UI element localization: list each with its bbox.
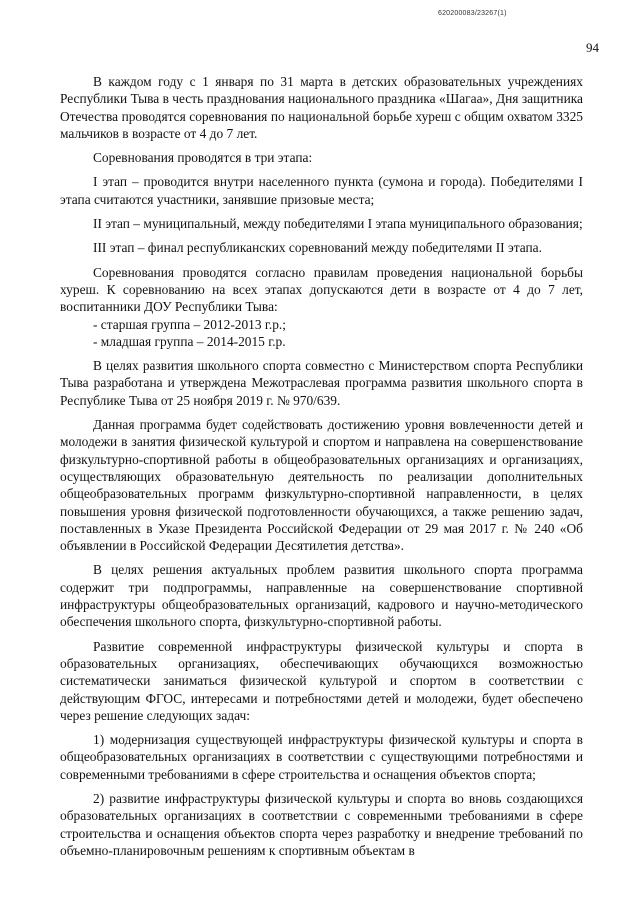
paragraph: Соревнования проводятся согласно правилам проведения национальной борьбы хуреш. К соревнованию на всех этапах допускаются дети в возрасте от 4 до 7 лет, воспитанники ДОУ Республики Тыва: <box>60 264 583 315</box>
list-item: - младшая группа – 2014-2015 г.р. <box>93 333 286 349</box>
paragraph: Данная программа будет содействовать достижению уровня вовлеченности детей и молодежи в занятия физической культурой и спортом и направлена на совершенствование физкультурно-спортивной работы в общеобразовательных организациях и организациях, осуществляющих образовательную деятельность по реализации дополнительных общеобразовательных программ физкультурно-спортивной направленности, в целях повышения уровня физической подготовленности обучающихся, а также решению задач, поставленных в Указе Президента Российской Федерации от 29 мая 2017 г. № 240 «Об объявлении в Российской Федерации Десятилетия детства». <box>60 417 583 554</box>
document-id: 620200083/23267(1) <box>438 10 507 17</box>
paragraph: III этап – финал республиканских соревнований между победителями II этапа. <box>93 240 542 256</box>
list-item: 2) развитие инфраструктуры физической культуры и спорта во вновь создающихся образовательных организациях в соответствии с современными требованиями в сфере строительства и оснащения объектов спорта через разработку и внедрение требований по объемно-планировочным решениям к спортивным объектам в <box>60 790 583 858</box>
paragraph: В каждом году с 1 января по 31 марта в детских образовательных учреждениях Республики Тыва в честь празднования национального праздника «Шагаа», Дня защитника Отечества проводятся соревнования по национальной борьбе хуреш с общим охватом 3325 мальчиков в возрасте от 4 до 7 лет. <box>60 74 583 141</box>
list-item: - старшая группа – 2012-2013 г.р.; <box>93 316 286 332</box>
list-item: 1) модернизация существующей инфраструктуры физической культуры и спорта в общеобразовательных организациях в соответствии с существующими потребностями и современными требованиями в сфере строительства и оснащения объектов спорта; <box>60 732 583 782</box>
document-body <box>60 73 583 859</box>
page-number: 94 <box>586 40 599 55</box>
paragraph: Развитие современной инфраструктуры физической культуры и спорта в образовательных организациях, обеспечивающих обучающихся возможностью систематически заниматься физической культурой и спортом в соответствии с действующим ФГОС, интересами и потребностями детей и молодежи, будет обеспечено через решение следующих задач: <box>60 638 583 723</box>
paragraph: I этап – проводится внутри населенного пункта (сумона и города). Победителями I этапа считаются участники, занявшие призовые места; <box>60 174 583 207</box>
paragraph: II этап – муниципальный, между победителями I этапа муниципального образования; <box>93 216 583 232</box>
paragraph: Соревнования проводятся в три этапа: <box>93 150 313 166</box>
paragraph: В целях развития школьного спорта совместно с Министерством спорта Республики Тыва разработана и утверждена Межотраслевая программа развития школьного спорта в Республике Тыва от 25 ноября 2019 г. № 970/639. <box>60 358 583 408</box>
paragraph: В целях решения актуальных проблем развития школьного спорта программа содержит три подпрограммы, направленные на совершенствование спортивной инфраструктуры общеобразовательных организаций, кадрового и научно-методического обеспечения школьного спорта, физкультурно-спортивной работы. <box>60 562 583 630</box>
